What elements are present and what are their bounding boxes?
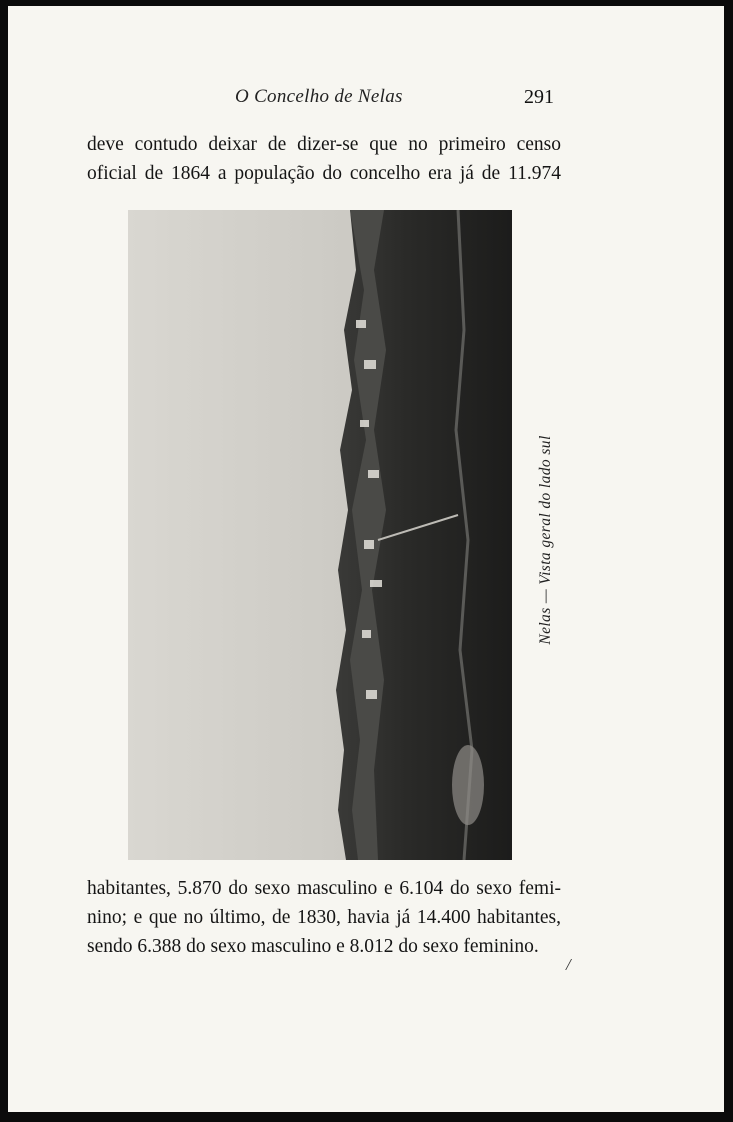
text-line: deve contudo deixar de dizer-se que no primeiro censo [87, 134, 561, 155]
paragraph-bottom [87, 874, 561, 961]
running-head [0, 86, 733, 116]
figure-caption: Nelas — Vista geral do lado sul [537, 435, 554, 645]
text-line: oficial de 1864 a população do concelho era já de 11.974 [87, 163, 561, 184]
page-number: 291 [524, 86, 554, 108]
photo-image [128, 210, 512, 860]
text-line: habitantes, 5.870 do sexo masculino e 6.104 do sexo femi- [87, 878, 561, 899]
paragraph-top [87, 130, 561, 188]
text-line: sendo 6.388 do sexo masculino e 8.012 do sexo feminino. [87, 936, 539, 957]
landscape-photograph [128, 210, 512, 860]
text-line: nino; e que no último, de 1830, havia já 14.400 habitantes, [87, 907, 561, 928]
margin-mark: / [566, 955, 571, 974]
running-title: O Concelho de Nelas [235, 86, 403, 107]
